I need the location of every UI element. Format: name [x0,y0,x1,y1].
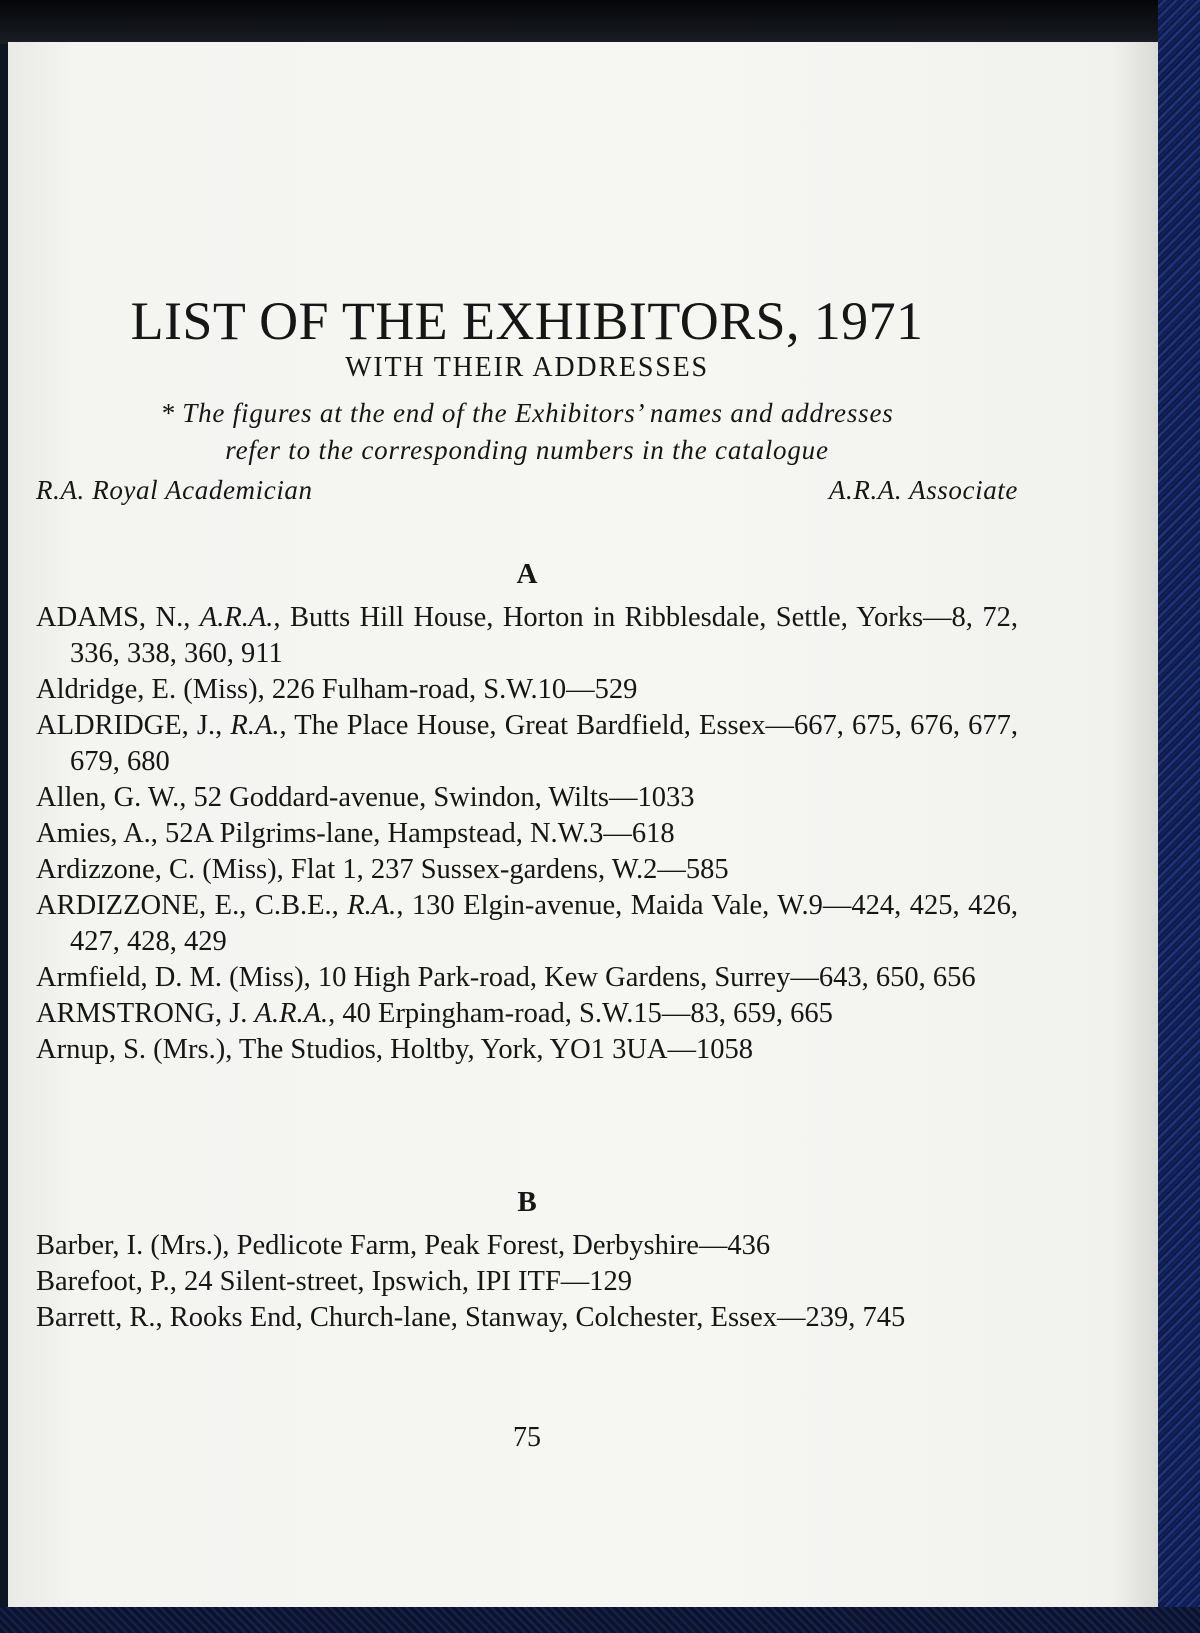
exhibitor-entry [36,996,1018,1032]
exhibitor-entry [36,600,1018,672]
book-cover-top-edge [0,0,1200,44]
exhibitor-address-catalogue-numbers: , 130 Elgin-avenue, Maida Vale, W.9—424, 425, 426, 427, 428, 429 [70,890,1018,957]
book-cover-binding [1158,0,1200,1633]
section-b-list [36,1228,1018,1336]
page-subtitle: WITH THEIR ADDRESSES [345,352,709,383]
exhibitor-address-catalogue-numbers: , Butts Hill House, Horton in Ribblesdale, Settle, Yorks—8, 72, 336, 338, 360, 911 [70,602,1018,669]
section-letter-b: B [517,1186,537,1218]
exhibitor-name-address: ADAMS, N., [36,602,200,633]
exhibitor-name-address: Arnup, S. (Mrs.), The Studios, Holtby, York, YO1 3UA—1058 [36,1034,754,1065]
exhibitor-entry [36,816,1018,852]
exhibitor-entry [36,888,1018,960]
catalogue-note-line-2: refer to the corresponding numbers in the catalogue [225,435,829,465]
exhibitor-entry [36,672,1018,708]
exhibitor-name-address: Aldridge, E. (Miss), 226 Fulham-road, S.W.10—529 [36,674,638,705]
exhibitor-entry [36,1264,1018,1300]
catalogue-note-line-1: * The figures at the end of the Exhibitors’ names and addresses [160,398,894,428]
exhibitor-entry [36,1032,1018,1068]
exhibitor-name-address: ARDIZZONE, E., C.B.E., [36,890,348,921]
exhibitor-address-catalogue-numbers: , The Place House, Great Bardfield, Essex—667, 675, 676, 677, 679, 680 [70,710,1018,777]
abbreviation-ra: R.A. Royal Academician [36,475,313,505]
exhibitor-name-address: Barefoot, P., 24 Silent-street, Ipswich, IPI ITF—129 [36,1266,633,1297]
exhibitor-name-address: Armfield, D. M. (Miss), 10 High Park-road, Kew Gardens, Surrey—643, 650, 656 [36,962,976,993]
exhibitor-academy-title: A.R.A. [199,602,274,633]
page-title: LIST OF THE EXHIBITORS, 1971 [130,291,924,351]
exhibitor-academy-title: R.A. [347,890,397,921]
exhibitor-entry [36,1300,1018,1336]
exhibitor-name-address: Amies, A., 52A Pilgrims-lane, Hampstead, N.W.3—618 [36,818,675,849]
section-letter-a: A [516,558,538,590]
exhibitor-name-address: Barrett, R., Rooks End, Church-lane, Stanway, Colchester, Essex—239, 745 [36,1302,906,1333]
book-cover-bottom-edge [0,1607,1200,1633]
exhibitor-entry [36,708,1018,780]
exhibitor-entry [36,852,1018,888]
exhibitor-address-catalogue-numbers: , 40 Erpingham-road, S.W.15—83, 659, 665 [328,998,833,1029]
exhibitor-academy-title: A.R.A. [254,998,329,1029]
exhibitor-entry [36,780,1018,816]
section-a-list [36,600,1018,1068]
exhibitor-name-address: Ardizzone, C. (Miss), Flat 1, 237 Sussex-gardens, W.2—585 [36,854,729,885]
exhibitor-name-address: Allen, G. W., 52 Goddard-avenue, Swindon, Wilts—1033 [36,782,695,813]
exhibitor-entry [36,960,1018,996]
exhibitor-academy-title: R.A. [230,710,280,741]
exhibitor-name-address: ARMSTRONG, J. [36,998,255,1029]
exhibitor-name-address: ALDRIDGE, J., [36,710,231,741]
exhibitor-entry [36,1228,1018,1264]
book-page [8,42,1158,1607]
exhibitor-name-address: Barber, I. (Mrs.), Pedlicote Farm, Peak Forest, Derbyshire—436 [36,1230,771,1261]
page-number: 75 [513,1422,541,1453]
abbreviation-ara: A.R.A. Associate [828,475,1018,505]
